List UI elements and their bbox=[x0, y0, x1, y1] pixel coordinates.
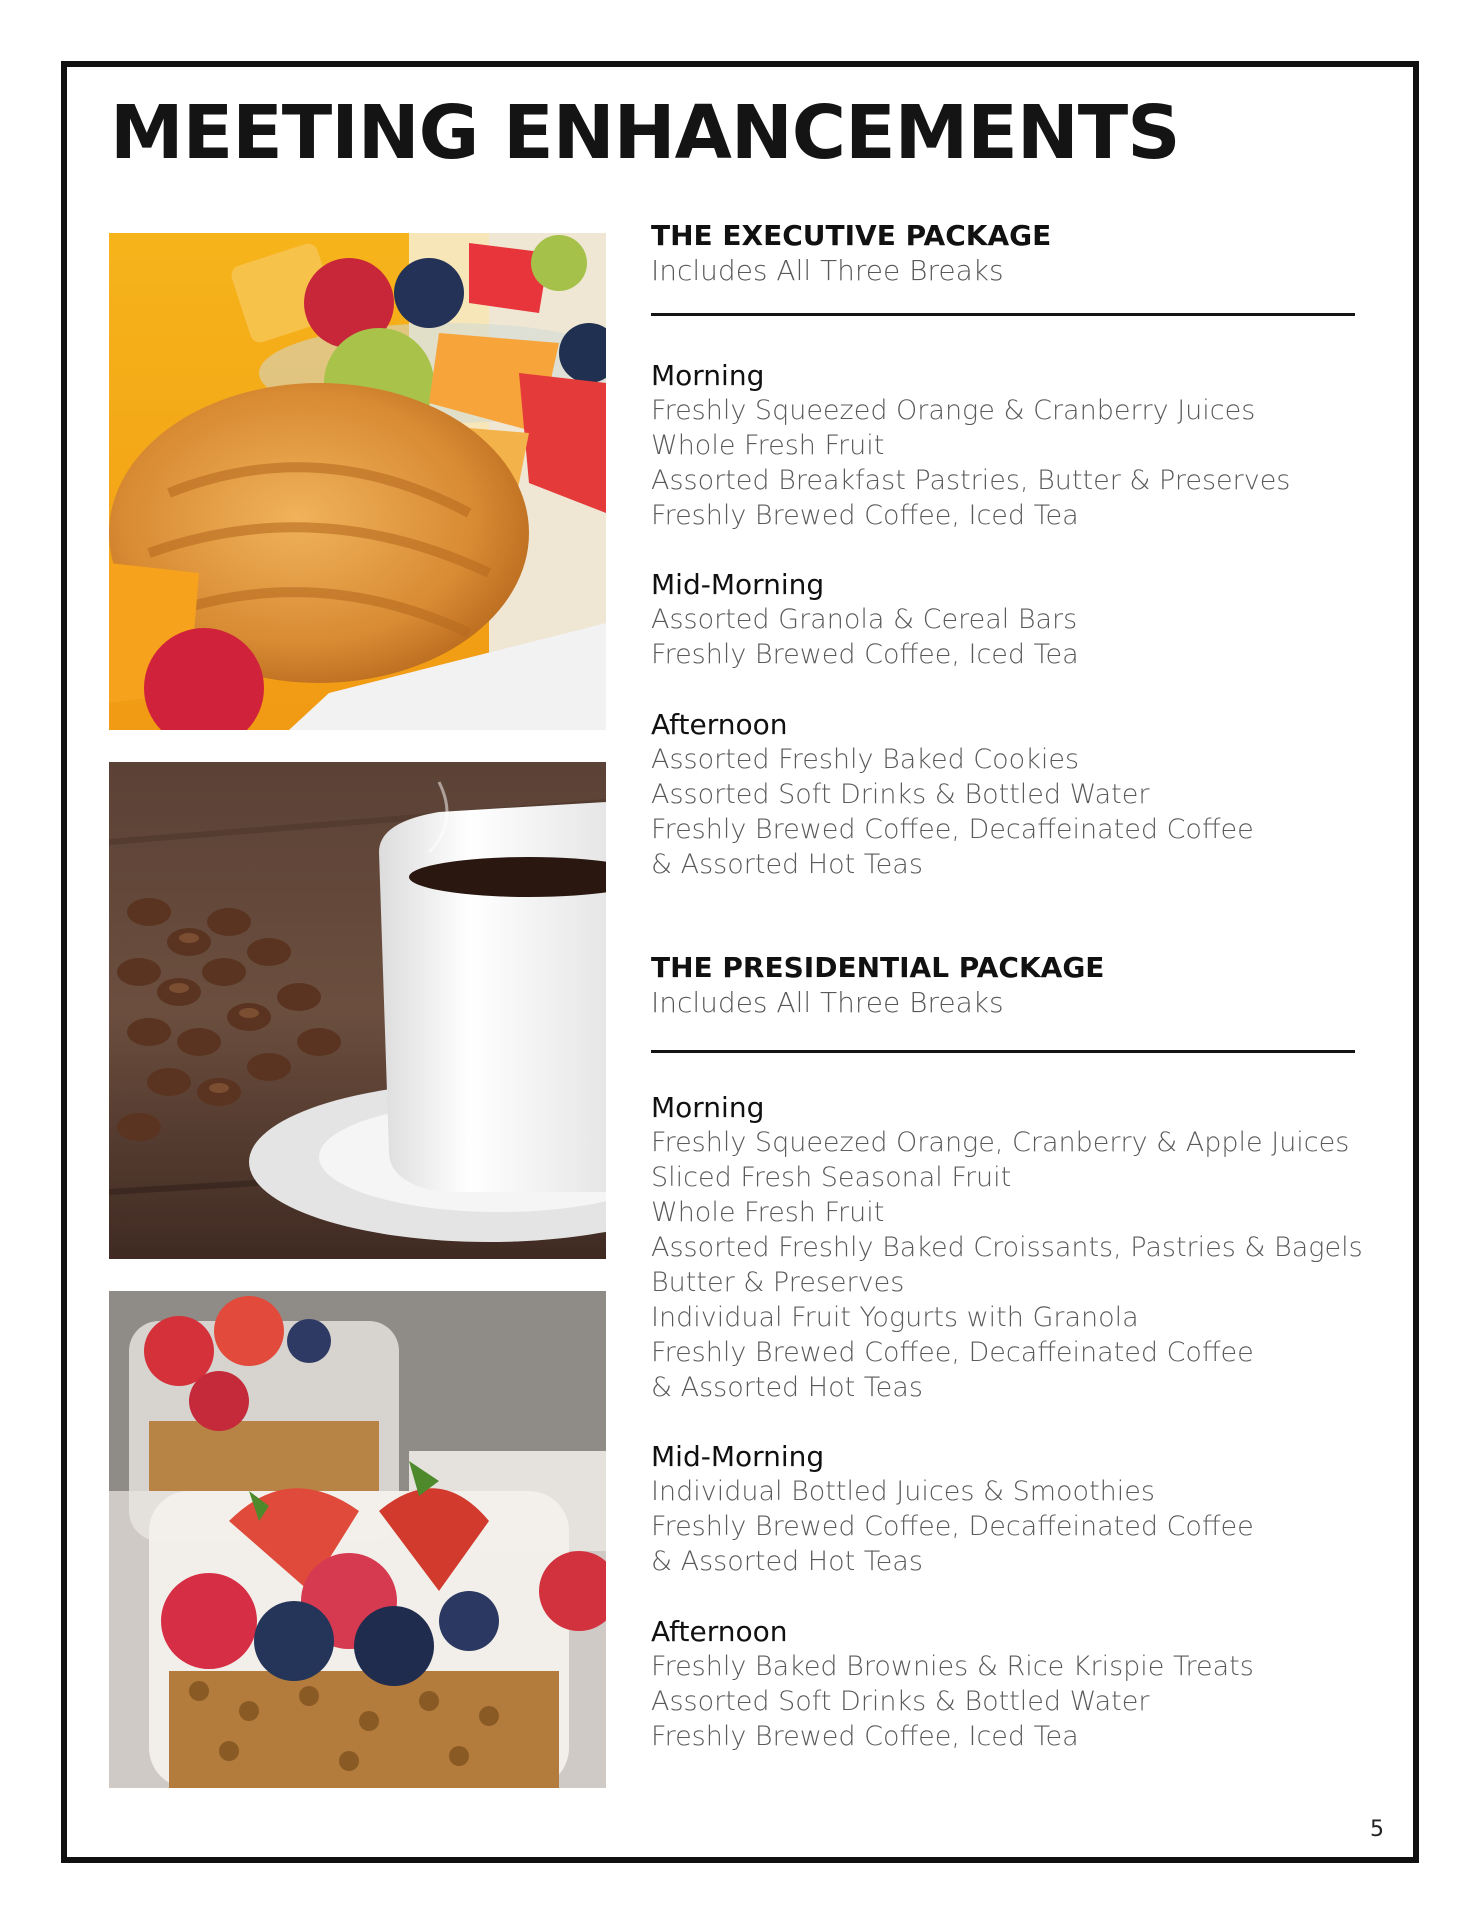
break-item: Individual Fruit Yogurts with Granola bbox=[651, 1302, 1139, 1333]
break-item: & Assorted Hot Teas bbox=[651, 849, 923, 880]
break-item: Freshly Squeezed Orange & Cranberry Juices bbox=[651, 395, 1256, 426]
executive-package-title: THE EXECUTIVE PACKAGE bbox=[651, 219, 1052, 252]
presidential-package-subtitle: Includes All Three Breaks bbox=[651, 986, 1004, 1019]
break-title: Morning bbox=[651, 1091, 765, 1124]
break-item: Assorted Freshly Baked Cookies bbox=[651, 744, 1080, 775]
break-item: & Assorted Hot Teas bbox=[651, 1546, 923, 1577]
break-item: Freshly Squeezed Orange, Cranberry & Apple Juices bbox=[651, 1127, 1350, 1158]
break-title: Mid-Morning bbox=[651, 1440, 825, 1473]
break-title: Afternoon bbox=[651, 708, 788, 741]
break-title: Afternoon bbox=[651, 1615, 788, 1648]
break-item: Sliced Fresh Seasonal Fruit bbox=[651, 1162, 1012, 1193]
break-item: Assorted Breakfast Pastries, Butter & Preserves bbox=[651, 465, 1291, 496]
fruit-croissant-photo bbox=[109, 233, 606, 730]
break-item-list bbox=[651, 602, 1079, 672]
break-item: Freshly Baked Brownies & Rice Krispie Treats bbox=[651, 1651, 1254, 1682]
break-item: Freshly Brewed Coffee, Iced Tea bbox=[651, 500, 1079, 531]
break-item: Assorted Soft Drinks & Bottled Water bbox=[651, 779, 1150, 810]
break-item: Freshly Brewed Coffee, Iced Tea bbox=[651, 639, 1079, 670]
presidential-morning-break bbox=[651, 1090, 1363, 1405]
break-item: Freshly Brewed Coffee, Iced Tea bbox=[651, 1721, 1079, 1752]
yogurt-parfait-photo bbox=[109, 1291, 606, 1788]
break-item: Freshly Brewed Coffee, Decaffeinated Coffee bbox=[651, 814, 1254, 845]
break-item: & Assorted Hot Teas bbox=[651, 1372, 923, 1403]
break-item: Individual Bottled Juices & Smoothies bbox=[651, 1476, 1155, 1507]
break-item: Freshly Brewed Coffee, Decaffeinated Coffee bbox=[651, 1337, 1254, 1368]
presidential-afternoon-break bbox=[651, 1614, 1254, 1754]
break-item-list bbox=[651, 1474, 1254, 1579]
page-number: 5 bbox=[1370, 1817, 1384, 1842]
presidential-divider bbox=[651, 1050, 1355, 1053]
executive-afternoon-break bbox=[651, 707, 1254, 882]
executive-divider bbox=[651, 313, 1355, 316]
break-item-list bbox=[651, 1125, 1363, 1405]
break-item: Freshly Brewed Coffee, Decaffeinated Coffee bbox=[651, 1511, 1254, 1542]
break-item: Whole Fresh Fruit bbox=[651, 1197, 885, 1228]
executive-package-subtitle: Includes All Three Breaks bbox=[651, 254, 1004, 287]
break-item: Assorted Granola & Cereal Bars bbox=[651, 604, 1078, 635]
break-item-list bbox=[651, 742, 1254, 882]
break-item: Assorted Freshly Baked Croissants, Pastries & Bagels bbox=[651, 1232, 1363, 1263]
break-item-list bbox=[651, 1649, 1254, 1754]
break-item-list bbox=[651, 393, 1290, 533]
break-title: Mid-Morning bbox=[651, 568, 825, 601]
executive-morning-break bbox=[651, 358, 1290, 533]
break-item: Assorted Soft Drinks & Bottled Water bbox=[651, 1686, 1150, 1717]
break-item: Whole Fresh Fruit bbox=[651, 430, 885, 461]
break-item: Butter & Preserves bbox=[651, 1267, 905, 1298]
break-title: Morning bbox=[651, 359, 765, 392]
presidential-package-title: THE PRESIDENTIAL PACKAGE bbox=[651, 951, 1105, 984]
executive-mid-morning-break bbox=[651, 567, 1079, 672]
presidential-mid-morning-break bbox=[651, 1439, 1254, 1579]
page-title: MEETING ENHANCEMENTS bbox=[110, 90, 1180, 176]
coffee-cup-photo bbox=[109, 762, 606, 1259]
